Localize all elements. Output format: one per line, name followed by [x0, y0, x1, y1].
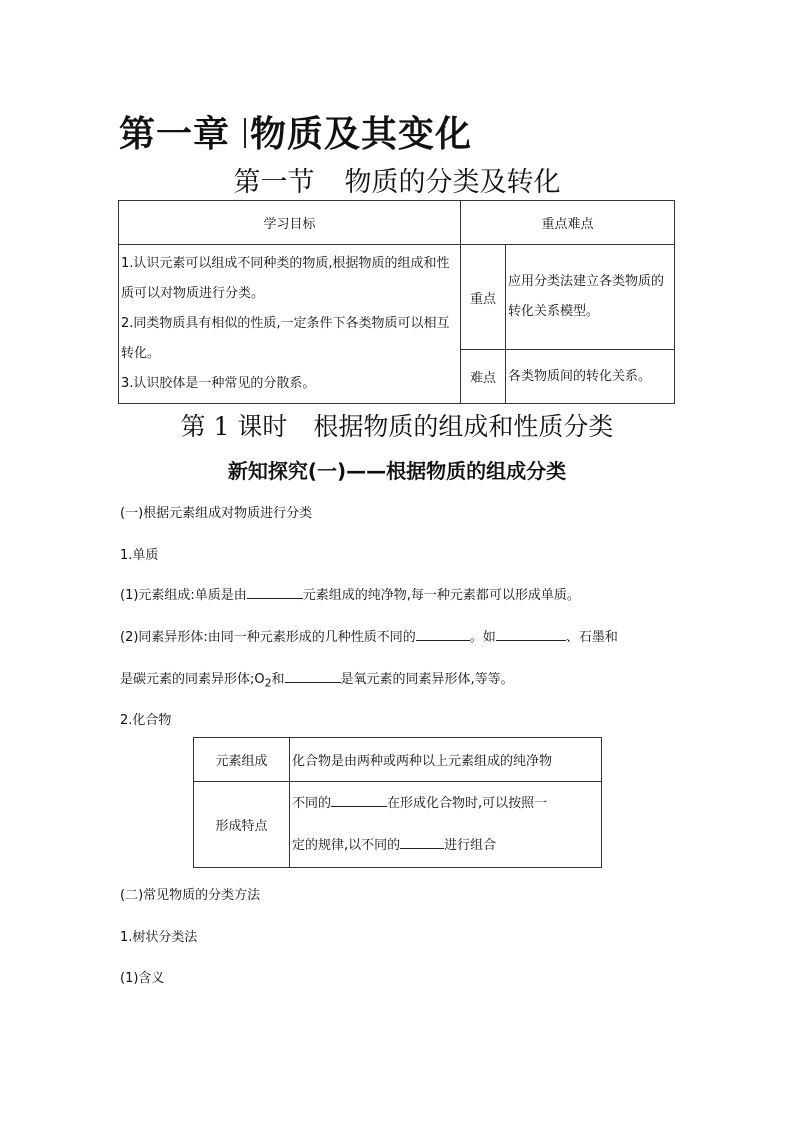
- header-key-difficult: 重点难点: [461, 201, 675, 245]
- fill-blank[interactable]: [400, 836, 444, 849]
- difficulty-label: 难点: [461, 350, 506, 404]
- item-heading: (1)含义: [120, 971, 165, 986]
- objectives-cell: [119, 245, 461, 404]
- lesson-number: 第 1 课时: [180, 412, 288, 441]
- element-composition-line: (1)元素组成:单质是由 元素组成的纯净物,每一种元素都可以形成单质。: [120, 588, 580, 603]
- section-name: 物质的分类及转化: [344, 167, 561, 198]
- fill-blank[interactable]: [496, 628, 566, 641]
- chapter-number: 第一章: [119, 114, 231, 155]
- fill-blank[interactable]: [285, 670, 341, 683]
- compound-row-key: 形成特点: [194, 782, 290, 868]
- compound-row-key: 元素组成: [194, 738, 290, 782]
- compound-row-value: 不同的 在形成化合物时,可以按照一 定的规律,以不同的 进行组合: [290, 782, 602, 868]
- compound-table: [193, 737, 602, 868]
- objective-item: 2.同类物质具有相似的性质,一定条件下各类物质可以相互转化。: [121, 316, 450, 361]
- section-number: 第一节: [233, 167, 315, 198]
- item-heading: 1.单质: [120, 548, 159, 563]
- lesson-title: [0, 407, 794, 443]
- allotrope-line: (2)同素异形体:由同一种元素形成的几种性质不同的 。如 、石墨和: [120, 630, 618, 645]
- difficulty-text: 各类物质间的转化关系。: [506, 350, 675, 404]
- section-title: [0, 160, 794, 199]
- chapter-name: 物质及其变化: [250, 114, 473, 155]
- key-point-text: 应用分类法建立各类物质的转化关系模型。: [506, 245, 675, 350]
- subsection-heading: (一)根据元素组成对物质进行分类: [120, 506, 313, 521]
- subsection-heading: (二)常见物质的分类方法: [120, 888, 261, 903]
- chapter-title: [119, 106, 472, 157]
- fill-blank[interactable]: [416, 628, 470, 641]
- item-heading: 1.树状分类法: [120, 930, 198, 945]
- lesson-name: 根据物质的组成和性质分类: [313, 412, 614, 441]
- explore-heading: 新知探究(一)——根据物质的组成分类: [227, 459, 567, 483]
- compound-row-value: 化合物是由两种或两种以上元素组成的纯净物: [290, 738, 602, 782]
- goals-table-header: [119, 201, 675, 245]
- key-point-label: 重点: [461, 245, 506, 350]
- objective-item: 1.认识元素可以组成不同种类的物质,根据物质的组成和性质可以对物质进行分类。: [121, 256, 450, 301]
- header-learning-goals: 学习目标: [119, 201, 461, 245]
- learning-goals-table: [118, 200, 675, 404]
- allotrope-examples-line: 是碳元素的同素异形体$;O_2$和 是氧元素的同素异形体,等等。: [120, 672, 514, 690]
- fill-blank[interactable]: [247, 586, 303, 599]
- item-heading: 2.化合物: [120, 713, 172, 728]
- title-divider: [244, 118, 246, 148]
- fill-blank[interactable]: [331, 794, 387, 807]
- objective-item: 3.认识胶体是一种常见的分散系。: [121, 376, 316, 391]
